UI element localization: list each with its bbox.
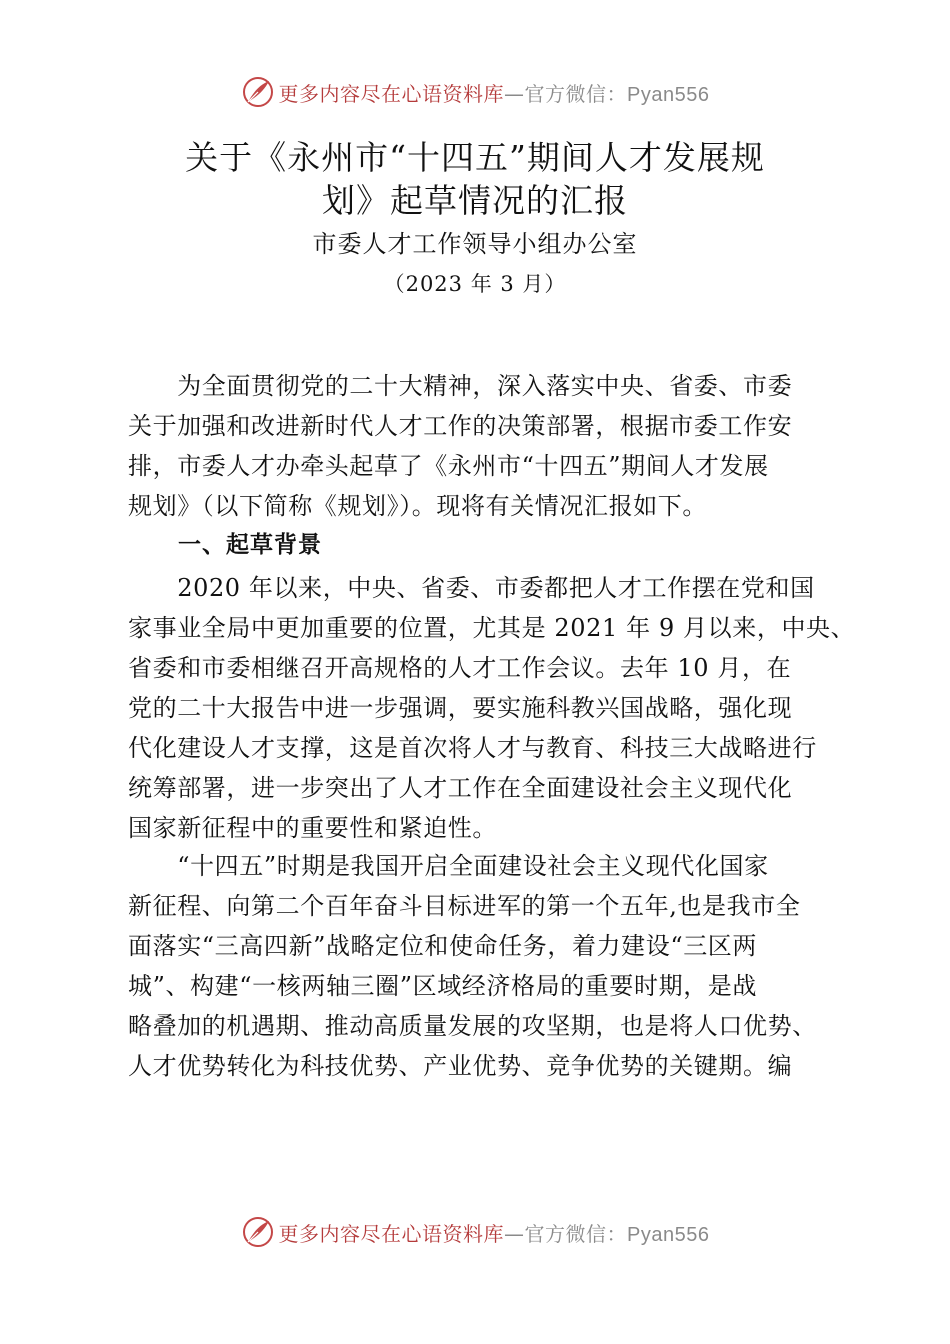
- paragraph-line: 排，市委人才办牵头起草了《永州市“十四五”期间人才发展: [128, 452, 769, 480]
- paragraph-background: [128, 568, 856, 848]
- paragraph-line: “十四五”时期是我国开启全面建设社会主义现代化国家: [128, 852, 769, 880]
- paragraph-intro: [128, 366, 828, 526]
- paragraph-line: 新征程、向第二个百年奋斗目标进军的第一个五年,也是我市全: [128, 892, 801, 920]
- watermark-wechat-id: Pyan556: [627, 83, 710, 106]
- footer-watermark: [0, 1212, 950, 1252]
- paragraph-line: 城”、构建“一核两轴三圈”区域经济格局的重要时期，是战: [128, 972, 758, 1000]
- feather-pen-logo-icon: [241, 75, 275, 109]
- paragraph-line: 关于加强和改进新时代人才工作的决策部署，根据市委工作安: [128, 412, 793, 440]
- paragraph-line: 面落实“三高四新”战略定位和使命任务，着力建设“三区两: [128, 932, 758, 960]
- paragraph-line: 党的二十大报告中进一步强调，要实施科教兴国战略，强化现: [128, 694, 793, 722]
- watermark-dash: —: [504, 1221, 525, 1246]
- document-organization: 市委人才工作领导小组办公室: [312, 230, 638, 258]
- paragraph-line: 2020 年以来，中央、省委、市委都把人才工作摆在党和国: [128, 574, 815, 602]
- document-date: （2023 年 3 月）: [383, 272, 567, 296]
- section-heading: 一、起草背景: [178, 532, 322, 558]
- watermark-gray-text: 官方微信：: [524, 81, 628, 106]
- paragraph-line: 统筹部署，进一步突出了人才工作在全面建设社会主义现代化: [128, 774, 793, 802]
- paragraph-line: 为全面贯彻党的二十大精神，深入落实中央、省委、市委: [128, 372, 793, 400]
- paragraph-line: 代化建设人才支撑，这是首次将人才与教育、科技三大战略进行: [128, 734, 817, 762]
- watermark-red-text: 更多内容尽在心语资料库: [278, 81, 505, 106]
- feather-pen-logo-icon: [241, 1215, 275, 1249]
- watermark-red-text: 更多内容尽在心语资料库: [278, 1221, 505, 1246]
- watermark-wechat-id: Pyan556: [627, 1223, 710, 1246]
- paragraph-line: 人才优势转化为科技优势、产业优势、竞争优势的关键期。编: [128, 1052, 793, 1080]
- document-title-line-1: 关于《永州市“十四五”期间人才发展规: [185, 138, 765, 177]
- header-watermark: [0, 72, 950, 112]
- watermark-dash: —: [504, 81, 525, 106]
- document-title-line-2: 划》起草情况的汇报: [322, 181, 628, 220]
- paragraph-line: 家事业全局中更加重要的位置，尤其是 2021 年 9 月以来，中央、: [128, 614, 856, 642]
- paragraph-line: 略叠加的机遇期、推动高质量发展的攻坚期，也是将人口优势、: [128, 1012, 817, 1040]
- paragraph-line: 规划》（以下简称《规划》）。现将有关情况汇报如下。: [128, 492, 707, 520]
- watermark-text: [279, 78, 710, 107]
- paragraph-line: 省委和市委相继召开高规格的人才工作会议。去年 10 月，在: [128, 654, 792, 682]
- watermark-text: [279, 1218, 710, 1247]
- watermark-gray-text: 官方微信：: [524, 1221, 628, 1246]
- paragraph-fourteenth-plan: [128, 846, 828, 1086]
- paragraph-line: 国家新征程中的重要性和紧迫性。: [128, 814, 497, 842]
